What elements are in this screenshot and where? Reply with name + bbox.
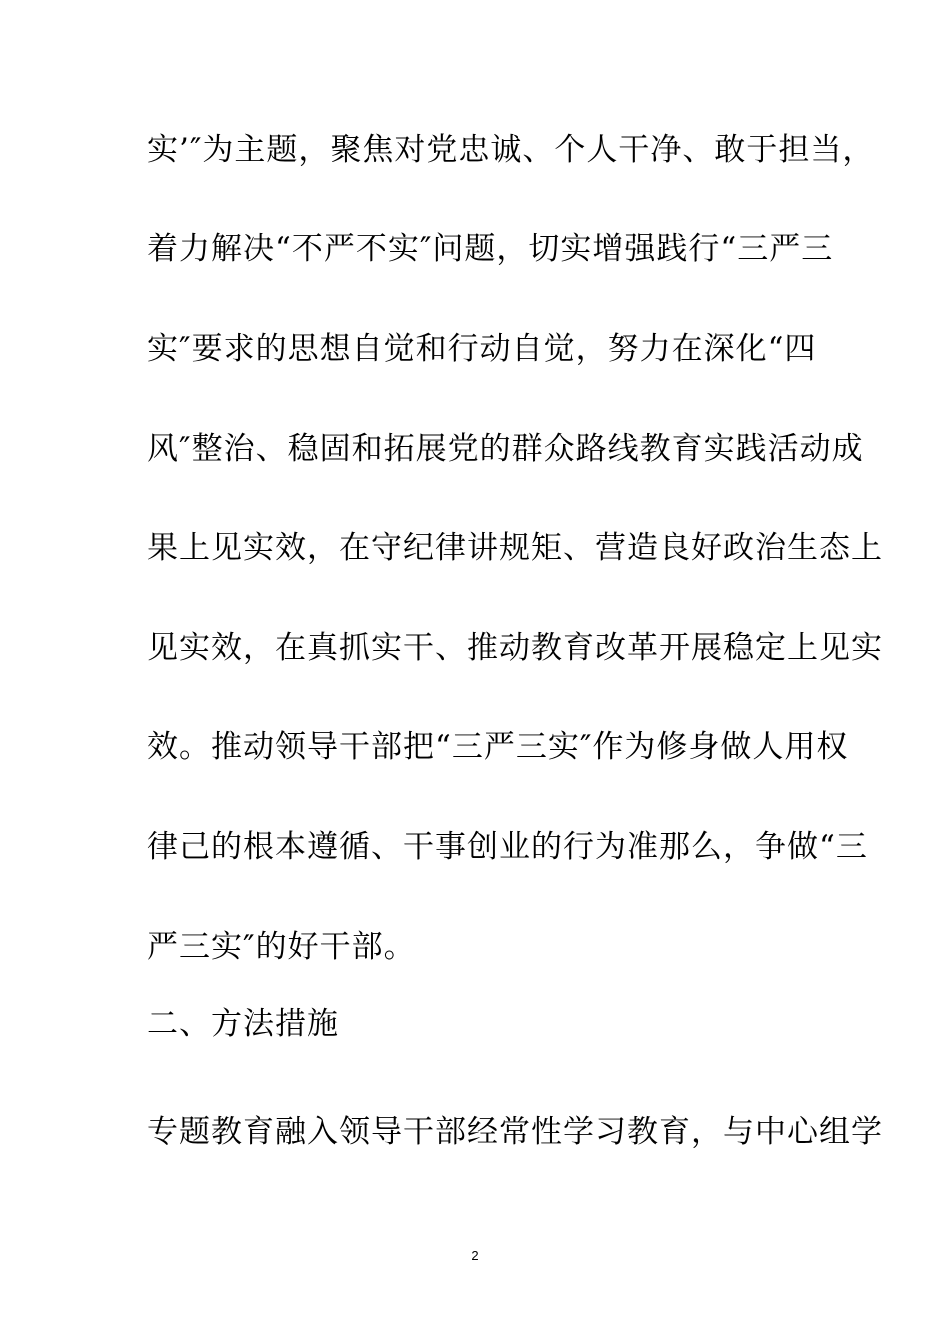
section-heading: 二、方法措施 (147, 1006, 339, 1042)
body-text-line: 严三实″的好干部。 (147, 929, 416, 965)
body-text-line: 风″整治、稳固和拓展党的群众路线教育实践活动成 (147, 431, 864, 467)
body-text-line: 着力解决“不严不实″问题，切实增强践行“三严三 (147, 231, 834, 267)
body-text-line: 实″要求的思想自觉和行动自觉，努力在深化“四 (147, 331, 817, 367)
page-number: 2 (471, 1248, 479, 1263)
body-text-line: 见实效，在真抓实干、推动教育改革开展稳定上见实 (147, 630, 883, 666)
body-text-line: 效。推动领导干部把“三严三实″作为修身做人用权 (147, 729, 849, 765)
body-text-line: 果上见实效，在守纪律讲规矩、营造良好政治生态上 (147, 530, 883, 566)
body-text-line: 专题教育融入领导干部经常性学习教育，与中心组学 (147, 1114, 883, 1150)
body-text-line: 实’″为主题，聚焦对党忠诚、个人干净、敢于担当， (147, 132, 875, 168)
body-text-line: 律己的根本遵循、干事创业的行为准那么，争做“三 (147, 829, 868, 865)
